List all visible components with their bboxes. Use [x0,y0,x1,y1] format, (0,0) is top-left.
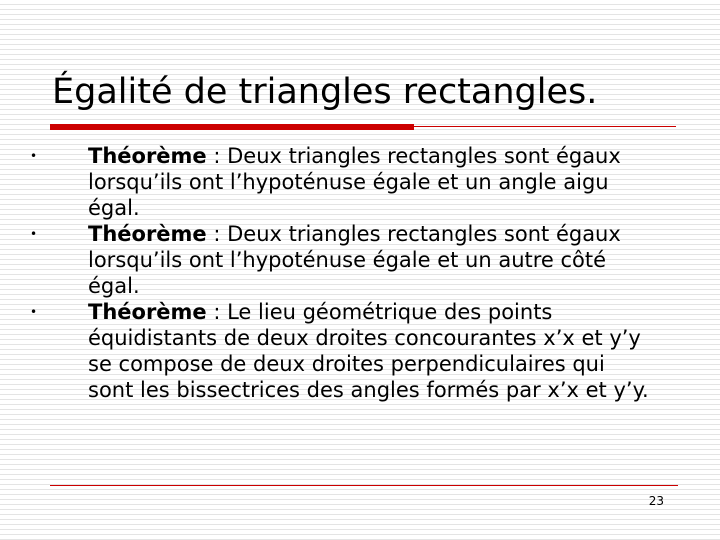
title-underline-accent [50,124,414,130]
bullet-item [30,221,660,299]
bullet-text [88,299,660,403]
bullet-item [30,299,660,403]
bullet-label: Théorème [88,144,207,168]
bullet-body: : Le lieu géométrique des points équidistants de deux droites concourantes x’x et y’y se compose de deux droites perpendiculaires qui sont les bissectrices des angles formés par x’x et y’y. [88,300,649,402]
bullet-list [30,143,660,403]
slide-title: Égalité de triangles rectangles. [52,72,598,112]
footer-rule [50,485,678,486]
title-underline-thin [414,126,676,127]
page-number: 23 [648,494,664,508]
bullet-label: Théorème [88,222,207,246]
bullet-body: : Deux triangles rectangles sont égaux lorsqu’ils ont l’hypoténuse égale et un autre côté égal. [88,222,621,298]
title-underline [50,124,676,130]
bullet-text [88,143,660,221]
bullet-item [30,143,660,221]
bullet-dot-icon: • [30,305,38,319]
bullet-label: Théorème [88,300,207,324]
bullet-dot-icon: • [30,149,38,163]
bullet-body: : Deux triangles rectangles sont égaux lorsqu’ils ont l’hypoténuse égale et un angle aigu égal. [88,144,621,220]
bullet-dot-icon: • [30,227,38,241]
bullet-text [88,221,660,299]
